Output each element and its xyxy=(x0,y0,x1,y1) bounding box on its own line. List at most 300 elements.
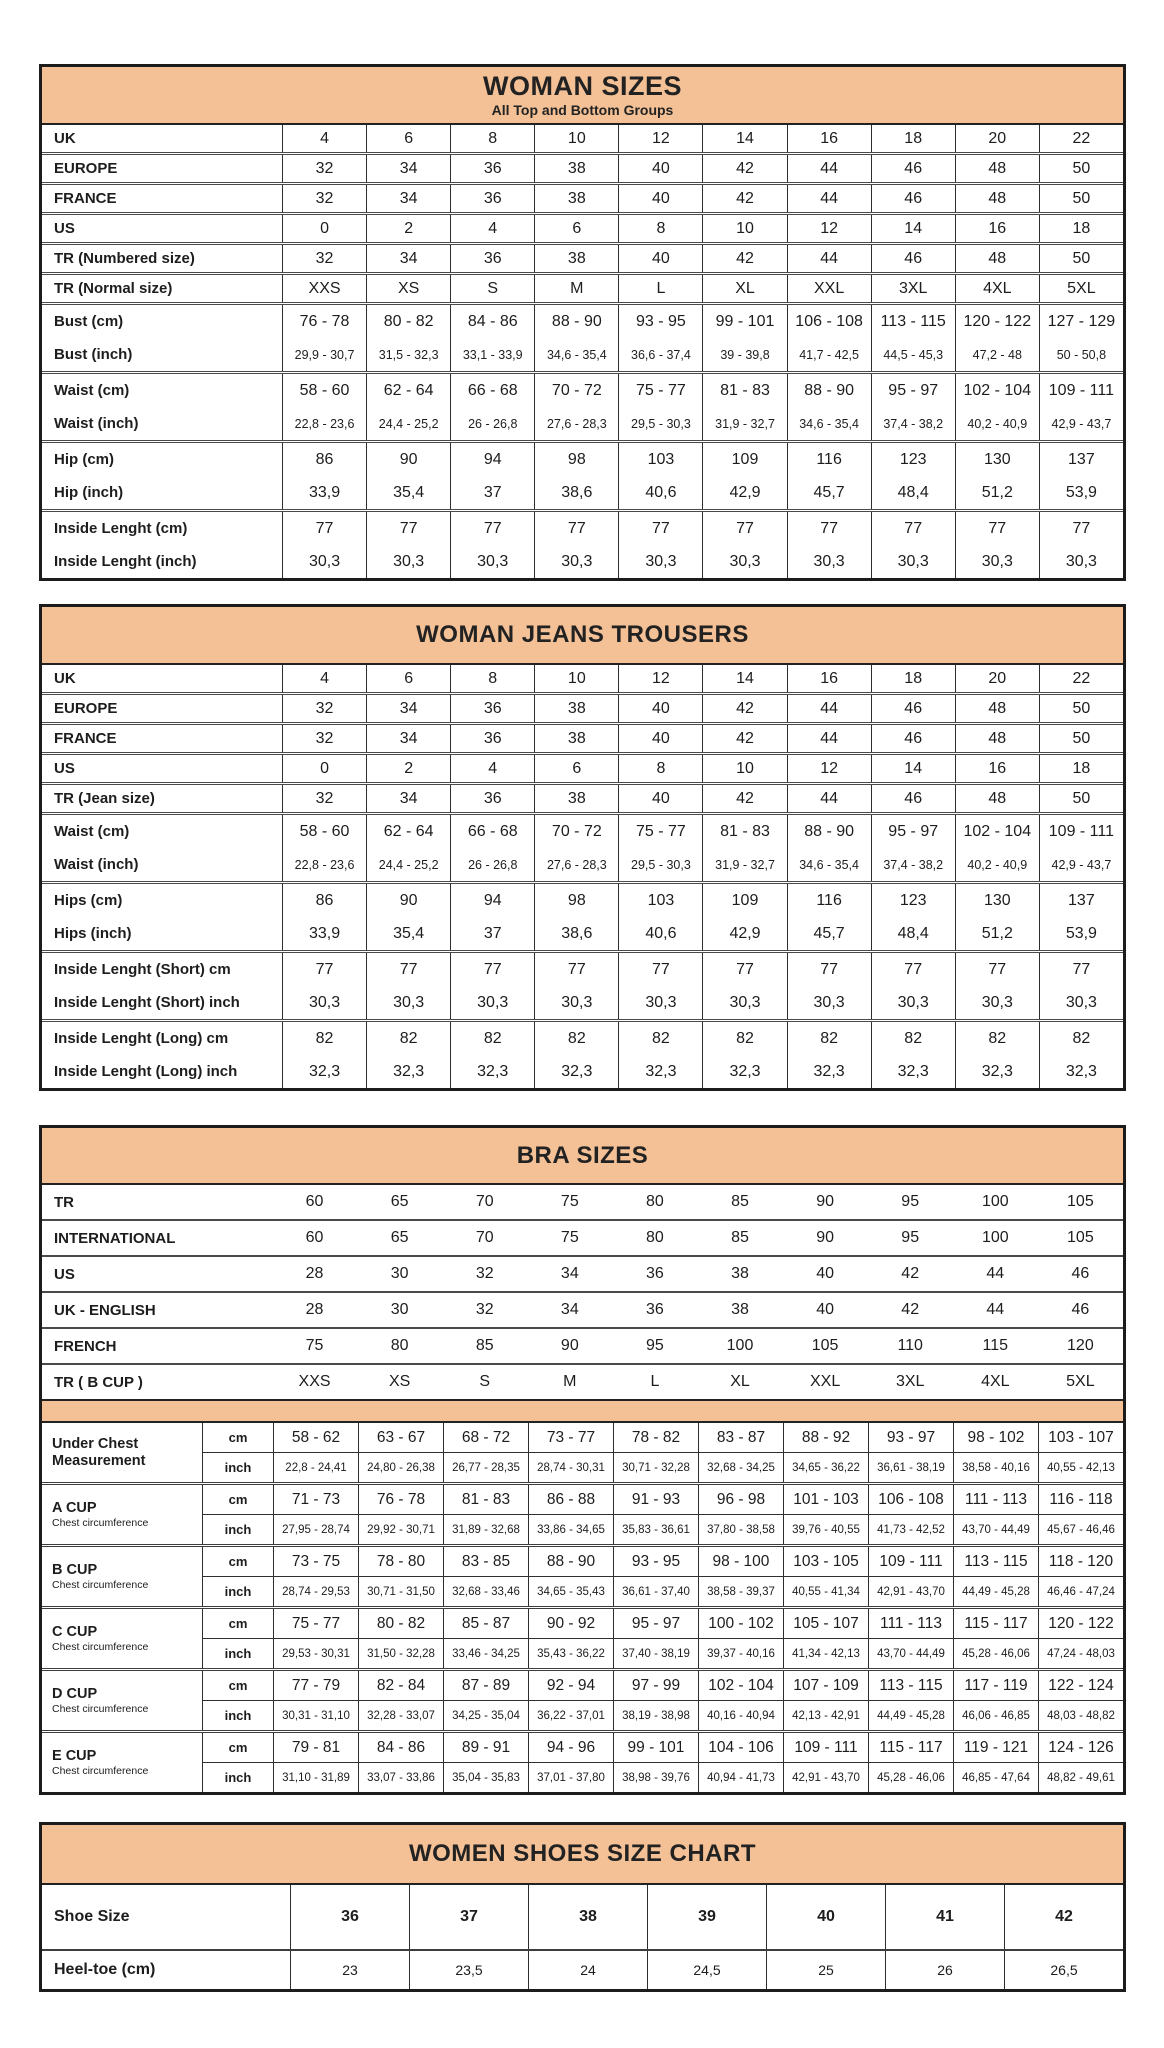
size-cell: 93 - 95 xyxy=(618,305,702,338)
size-cell: 45,7 xyxy=(787,917,871,950)
size-cell: 105 - 107 xyxy=(783,1609,868,1638)
size-cell: 46 xyxy=(871,155,955,182)
size-cell: 42 xyxy=(702,785,786,812)
size-cell: 137 xyxy=(1039,884,1123,917)
size-cell: 90 xyxy=(560,1337,579,1354)
size-cell: 53,9 xyxy=(1039,476,1123,509)
row-label: TR (Normal size) xyxy=(54,280,173,297)
size-cell: 79 - 81 xyxy=(273,1733,358,1762)
table-row xyxy=(42,695,1123,722)
size-cell: 34 xyxy=(366,185,450,212)
size-cell: 48 xyxy=(955,785,1039,812)
size-cell: 73 - 77 xyxy=(528,1423,613,1452)
size-cell: 27,95 - 28,74 xyxy=(273,1515,358,1544)
size-cell: 18 xyxy=(871,125,955,152)
size-cell: XXL xyxy=(787,275,871,302)
table-row xyxy=(42,155,1123,182)
size-cell: 12 xyxy=(787,215,871,242)
size-cell: 80 - 82 xyxy=(366,305,450,338)
size-cell: 34,25 - 35,04 xyxy=(443,1701,528,1730)
size-cell: 8 xyxy=(618,215,702,242)
size-cell: 38,6 xyxy=(534,476,618,509)
cup-sublabel: Chest circumference xyxy=(52,1703,149,1716)
size-cell: 26 - 26,8 xyxy=(450,407,534,440)
size-cell: 38 xyxy=(534,185,618,212)
size-cell: 70 xyxy=(475,1229,494,1246)
size-cell: 30,3 xyxy=(618,986,702,1019)
table-row xyxy=(202,1763,1123,1792)
size-cell: 105 xyxy=(811,1337,839,1354)
size-cell: 41,73 - 42,52 xyxy=(868,1515,953,1544)
size-cell: 48 xyxy=(955,245,1039,272)
size-cell: 81 - 83 xyxy=(443,1485,528,1514)
size-cell: 46,46 - 47,24 xyxy=(1038,1577,1123,1606)
size-cell: 34 xyxy=(366,155,450,182)
size-cell: 78 - 80 xyxy=(358,1547,443,1576)
row-label: TR ( B CUP ) xyxy=(54,1373,143,1391)
size-cell: 28,74 - 30,31 xyxy=(528,1453,613,1482)
row-group xyxy=(42,692,1123,722)
unit-label: inch xyxy=(202,1763,273,1792)
size-cell: 100 - 102 xyxy=(698,1609,783,1638)
size-cell: 43,70 - 44,49 xyxy=(953,1515,1038,1544)
jeans-header-band xyxy=(42,607,1123,665)
size-cell: 42 xyxy=(702,185,786,212)
cup-rows xyxy=(202,1733,1123,1792)
size-cell: 50 xyxy=(1039,185,1123,212)
size-cell: 32,3 xyxy=(534,1055,618,1088)
cup-name: Under Chest Measurement xyxy=(52,1435,146,1469)
size-cell: 65 xyxy=(390,1229,409,1246)
size-cell: 36 xyxy=(646,1301,664,1318)
size-cell: 95 - 97 xyxy=(613,1609,698,1638)
size-cell: 4 xyxy=(450,755,534,782)
table-row xyxy=(42,275,1123,302)
size-cell: 5XL xyxy=(1066,1373,1095,1390)
row-label: EUROPE xyxy=(54,700,118,717)
size-cell: 36 xyxy=(450,695,534,722)
size-cell: 3XL xyxy=(871,275,955,302)
size-cell: 45,28 - 46,06 xyxy=(953,1639,1038,1668)
size-cell: 38 xyxy=(731,1265,749,1282)
size-cell: 50 xyxy=(1039,155,1123,182)
size-cell: 83 - 85 xyxy=(443,1547,528,1576)
size-cell: 37,01 - 37,80 xyxy=(528,1763,613,1792)
size-cell: 6 xyxy=(366,125,450,152)
size-cell: 82 xyxy=(450,1022,534,1055)
size-cell: 40 xyxy=(766,1885,885,1949)
row-label: Waist (inch) xyxy=(54,856,139,873)
table-row xyxy=(42,1885,1123,1949)
size-cell: 27,6 - 28,3 xyxy=(534,848,618,881)
size-cell: 41,7 - 42,5 xyxy=(787,338,871,371)
table-row xyxy=(202,1701,1123,1730)
shoes-grid xyxy=(42,1885,1123,1989)
size-cell: 18 xyxy=(1039,215,1123,242)
size-cell: 34 xyxy=(366,725,450,752)
size-cell: 14 xyxy=(871,755,955,782)
size-cell: 29,9 - 30,7 xyxy=(282,338,366,371)
size-cell: 50 xyxy=(1039,245,1123,272)
size-cell: 30,3 xyxy=(787,545,871,578)
size-cell: 66 - 68 xyxy=(450,374,534,407)
size-cell: 31,9 - 32,7 xyxy=(702,848,786,881)
cup-rows xyxy=(202,1609,1123,1668)
size-cell: L xyxy=(618,275,702,302)
size-cell: 122 - 124 xyxy=(1038,1671,1123,1700)
size-cell: 42 xyxy=(1004,1885,1123,1949)
size-cell: 30 xyxy=(390,1265,409,1282)
size-cell: 40 xyxy=(618,185,702,212)
size-cell: 116 - 118 xyxy=(1038,1485,1123,1514)
table-row xyxy=(42,917,1123,950)
size-cell: 86 xyxy=(282,443,366,476)
size-cell: 30,3 xyxy=(787,986,871,1019)
size-cell: 10 xyxy=(534,665,618,692)
size-cell: 70 xyxy=(475,1193,494,1210)
size-cell: 95 - 97 xyxy=(871,374,955,407)
cup-section xyxy=(42,1482,1123,1544)
size-cell: 86 - 88 xyxy=(528,1485,613,1514)
row-label: Shoe Size xyxy=(54,1908,130,1925)
size-cell: 22,8 - 24,41 xyxy=(273,1453,358,1482)
size-cell: 105 xyxy=(1067,1229,1094,1246)
size-cell: 28 xyxy=(305,1301,324,1318)
size-cell: 24 xyxy=(528,1951,647,1989)
size-cell: 95 - 97 xyxy=(871,815,955,848)
size-cell: 40,6 xyxy=(618,476,702,509)
size-cell: 86 xyxy=(282,884,366,917)
table-row xyxy=(42,848,1123,881)
size-cell: 34 xyxy=(366,785,450,812)
size-cell: 36 xyxy=(450,245,534,272)
row-label: Inside Lenght (Short) cm xyxy=(54,961,231,978)
row-label: TR (Numbered size) xyxy=(54,250,195,267)
size-cell: 48,4 xyxy=(871,917,955,950)
table-row xyxy=(42,185,1123,212)
cup-name: D CUP xyxy=(52,1685,98,1702)
size-cell: 30,3 xyxy=(1039,545,1123,578)
size-cell: 80 xyxy=(646,1193,664,1210)
cup-section xyxy=(42,1423,1123,1482)
size-cell: 8 xyxy=(450,125,534,152)
size-cell: 35,4 xyxy=(366,476,450,509)
size-cell: 30,3 xyxy=(450,545,534,578)
size-cell: 77 xyxy=(366,953,450,986)
size-cell: 40 xyxy=(618,725,702,752)
size-cell: 30,3 xyxy=(955,545,1039,578)
size-cell: 82 xyxy=(1039,1022,1123,1055)
size-cell: 103 xyxy=(618,443,702,476)
size-cell: 53,9 xyxy=(1039,917,1123,950)
size-cell: 32 xyxy=(282,185,366,212)
row-group xyxy=(42,242,1123,272)
size-cell: 22 xyxy=(1039,665,1123,692)
size-cell: 30,3 xyxy=(871,545,955,578)
size-cell: 6 xyxy=(534,755,618,782)
size-cell: 44 xyxy=(787,695,871,722)
size-cell: 107 - 109 xyxy=(783,1671,868,1700)
bra-cup-grid xyxy=(42,1423,1123,1792)
row-label: FRANCE xyxy=(54,730,117,747)
shoes-size-table xyxy=(39,1822,1126,1992)
size-cell: 36 xyxy=(646,1265,664,1282)
size-cell: 42,9 - 43,7 xyxy=(1039,848,1123,881)
size-cell: 58 - 62 xyxy=(273,1423,358,1452)
size-cell: 70 - 72 xyxy=(534,815,618,848)
size-cell: 32 xyxy=(282,785,366,812)
size-cell: 37 xyxy=(450,917,534,950)
size-cell: 23,5 xyxy=(409,1951,528,1989)
size-cell: 42,13 - 42,91 xyxy=(783,1701,868,1730)
cup-sublabel: Chest circumference xyxy=(52,1517,149,1530)
size-cell: 113 - 115 xyxy=(953,1547,1038,1576)
size-cell: 84 - 86 xyxy=(450,305,534,338)
size-cell: 44 xyxy=(787,155,871,182)
size-cell: 82 xyxy=(366,1022,450,1055)
size-cell: 75 xyxy=(560,1193,579,1210)
size-cell: 81 - 83 xyxy=(702,815,786,848)
size-cell: 40 xyxy=(618,785,702,812)
bra-header-band xyxy=(42,1128,1123,1185)
size-cell: 36 xyxy=(450,155,534,182)
table-row xyxy=(42,407,1123,440)
size-cell: 38,58 - 40,16 xyxy=(953,1453,1038,1482)
row-group xyxy=(42,509,1123,578)
table-row xyxy=(42,476,1123,509)
unit-label: inch xyxy=(202,1577,273,1606)
size-cell: 33,46 - 34,25 xyxy=(443,1639,528,1668)
size-cell: 38,98 - 39,76 xyxy=(613,1763,698,1792)
size-cell: 18 xyxy=(1039,755,1123,782)
row-label: Hip (cm) xyxy=(54,451,114,468)
size-cell: 8 xyxy=(450,665,534,692)
size-cell: 33,07 - 33,86 xyxy=(358,1763,443,1792)
size-cell: 80 - 82 xyxy=(358,1609,443,1638)
size-cell: 90 - 92 xyxy=(528,1609,613,1638)
table-row xyxy=(202,1733,1123,1763)
size-cell: 46,85 - 47,64 xyxy=(953,1763,1038,1792)
size-cell: S xyxy=(479,1373,491,1390)
size-cell: 4 xyxy=(282,125,366,152)
row-group xyxy=(42,665,1123,692)
size-cell: 85 xyxy=(731,1229,749,1246)
size-cell: 103 xyxy=(618,884,702,917)
cup-rows xyxy=(202,1423,1123,1482)
cup-rows xyxy=(202,1671,1123,1730)
size-cell: 38,19 - 38,98 xyxy=(613,1701,698,1730)
size-cell: 30,3 xyxy=(450,986,534,1019)
size-cell: 42,91 - 43,70 xyxy=(868,1577,953,1606)
size-cell: 77 xyxy=(282,953,366,986)
size-cell: 40 xyxy=(618,155,702,182)
size-cell: 4XL xyxy=(955,275,1039,302)
size-cell: XS xyxy=(366,275,450,302)
table-row xyxy=(42,755,1123,782)
size-cell: 102 - 104 xyxy=(955,815,1039,848)
row-group xyxy=(42,182,1123,212)
size-cell: 48 xyxy=(955,695,1039,722)
size-cell: 16 xyxy=(787,665,871,692)
unit-label: inch xyxy=(202,1453,273,1482)
size-cell: 16 xyxy=(787,125,871,152)
size-cell: 40 xyxy=(816,1265,834,1282)
size-cell: 32,3 xyxy=(618,1055,702,1088)
table-row xyxy=(42,1055,1123,1088)
size-cell: 32 xyxy=(282,155,366,182)
size-cell: 89 - 91 xyxy=(443,1733,528,1762)
size-cell: 41,34 - 42,13 xyxy=(783,1639,868,1668)
cup-name: B CUP xyxy=(52,1561,98,1578)
size-cell: 38,6 xyxy=(534,917,618,950)
size-cell: 32 xyxy=(475,1301,494,1318)
size-cell: 40 xyxy=(618,245,702,272)
size-cell: 58 - 60 xyxy=(282,815,366,848)
size-cell: 6 xyxy=(534,215,618,242)
row-group xyxy=(42,302,1123,371)
size-cell: XXS xyxy=(298,1373,331,1390)
size-cell: 77 xyxy=(871,953,955,986)
size-cell: 44 xyxy=(986,1265,1005,1282)
size-cell: 47,2 - 48 xyxy=(955,338,1039,371)
row-group xyxy=(42,782,1123,812)
size-cell: 40,2 - 40,9 xyxy=(955,848,1039,881)
size-cell: 30,3 xyxy=(534,545,618,578)
size-cell: 46 xyxy=(871,785,955,812)
size-cell: 40,55 - 42,13 xyxy=(1038,1453,1123,1482)
row-group xyxy=(42,1019,1123,1088)
unit-label: cm xyxy=(202,1609,273,1638)
table-row xyxy=(42,986,1123,1019)
size-cell: 90 xyxy=(816,1229,834,1246)
size-cell: 34,6 - 35,4 xyxy=(787,848,871,881)
table-row xyxy=(42,215,1123,242)
size-cell: 37,80 - 38,58 xyxy=(698,1515,783,1544)
size-cell: 77 xyxy=(871,512,955,545)
size-cell: 50 xyxy=(1039,785,1123,812)
size-cell: M xyxy=(534,275,618,302)
size-cell: 32,3 xyxy=(282,1055,366,1088)
size-cell: 33,9 xyxy=(282,917,366,950)
size-cell: 77 xyxy=(450,953,534,986)
size-cell: 30,3 xyxy=(955,986,1039,1019)
size-cell: 16 xyxy=(955,755,1039,782)
size-cell: 82 xyxy=(787,1022,871,1055)
size-cell: 110 xyxy=(897,1337,923,1354)
cup-section xyxy=(42,1606,1123,1668)
size-cell: 104 - 106 xyxy=(698,1733,783,1762)
row-label: INTERNATIONAL xyxy=(54,1229,176,1247)
cup-name: C CUP xyxy=(52,1623,98,1640)
cup-section xyxy=(42,1668,1123,1730)
row-label: Hip (inch) xyxy=(54,484,124,501)
size-cell: 50 - 50,8 xyxy=(1039,338,1123,371)
size-cell: 36 xyxy=(290,1885,409,1949)
size-cell: 63 - 67 xyxy=(358,1423,443,1452)
size-cell: 90 xyxy=(816,1193,834,1210)
size-cell: 2 xyxy=(366,755,450,782)
size-cell: 103 - 107 xyxy=(1038,1423,1123,1452)
size-cell: 45,28 - 46,06 xyxy=(868,1763,953,1792)
size-cell: 40,55 - 41,34 xyxy=(783,1577,868,1606)
size-cell: 40,6 xyxy=(618,917,702,950)
size-cell: 26,5 xyxy=(1004,1951,1123,1989)
size-cell: 30,3 xyxy=(702,986,786,1019)
row-group xyxy=(42,812,1123,881)
size-cell: 65 xyxy=(390,1193,409,1210)
size-cell: 51,2 xyxy=(955,917,1039,950)
size-cell: 0 xyxy=(282,755,366,782)
size-cell: 30,71 - 32,28 xyxy=(613,1453,698,1482)
row-group xyxy=(42,272,1123,302)
table-row xyxy=(42,338,1123,371)
size-cell: 83 - 87 xyxy=(698,1423,783,1452)
row-label: Waist (cm) xyxy=(54,823,130,840)
size-cell: 116 xyxy=(787,884,871,917)
size-cell: 96 - 98 xyxy=(698,1485,783,1514)
size-cell: 44 xyxy=(986,1301,1005,1318)
size-cell: 30,71 - 31,50 xyxy=(358,1577,443,1606)
size-cell: 46 xyxy=(1071,1301,1090,1318)
size-cell: 109 xyxy=(702,884,786,917)
size-cell: 94 xyxy=(450,443,534,476)
size-cell: 82 xyxy=(871,1022,955,1055)
size-cell: 77 xyxy=(787,512,871,545)
row-label: EUROPE xyxy=(54,160,118,177)
size-cell: 100 xyxy=(981,1193,1009,1210)
size-cell: 37 xyxy=(409,1885,528,1949)
size-cell: 115 xyxy=(982,1337,1009,1354)
row-label: Hips (inch) xyxy=(54,925,132,942)
size-cell: 35,83 - 36,61 xyxy=(613,1515,698,1544)
size-cell: 93 - 97 xyxy=(868,1423,953,1452)
size-cell: 32,3 xyxy=(366,1055,450,1088)
size-cell: 109 xyxy=(702,443,786,476)
size-cell: 42 xyxy=(702,245,786,272)
row-group xyxy=(42,440,1123,509)
row-label: Inside Lenght (Short) inch xyxy=(54,994,240,1011)
row-label: Waist (cm) xyxy=(54,382,130,399)
size-cell: 82 xyxy=(702,1022,786,1055)
size-cell: 36 xyxy=(450,185,534,212)
size-cell: 31,89 - 32,68 xyxy=(443,1515,528,1544)
size-cell: XL xyxy=(730,1373,750,1390)
table-row xyxy=(42,305,1123,338)
size-cell: 105 xyxy=(1067,1193,1094,1210)
size-cell: 42 xyxy=(901,1265,920,1282)
size-cell: 75 xyxy=(305,1337,324,1354)
table-row xyxy=(202,1423,1123,1453)
cup-name: E CUP xyxy=(52,1747,97,1764)
size-cell: 98 - 102 xyxy=(953,1423,1038,1452)
row-label: TR xyxy=(54,1193,74,1211)
row-group xyxy=(42,125,1123,152)
size-cell: 44,5 - 45,3 xyxy=(871,338,955,371)
size-cell: 47,24 - 48,03 xyxy=(1038,1639,1123,1668)
size-cell: 38 xyxy=(534,785,618,812)
size-cell: 40,16 - 40,94 xyxy=(698,1701,783,1730)
cup-label xyxy=(42,1671,202,1730)
size-cell: 99 - 101 xyxy=(613,1733,698,1762)
size-cell: 25 xyxy=(766,1951,885,1989)
size-cell: 90 xyxy=(366,443,450,476)
size-cell: 40,94 - 41,73 xyxy=(698,1763,783,1792)
size-cell: 32,3 xyxy=(871,1055,955,1088)
size-cell: 30 xyxy=(390,1301,409,1318)
row-label: UK xyxy=(54,670,76,687)
unit-label: cm xyxy=(202,1423,273,1452)
size-cell: 116 xyxy=(787,443,871,476)
